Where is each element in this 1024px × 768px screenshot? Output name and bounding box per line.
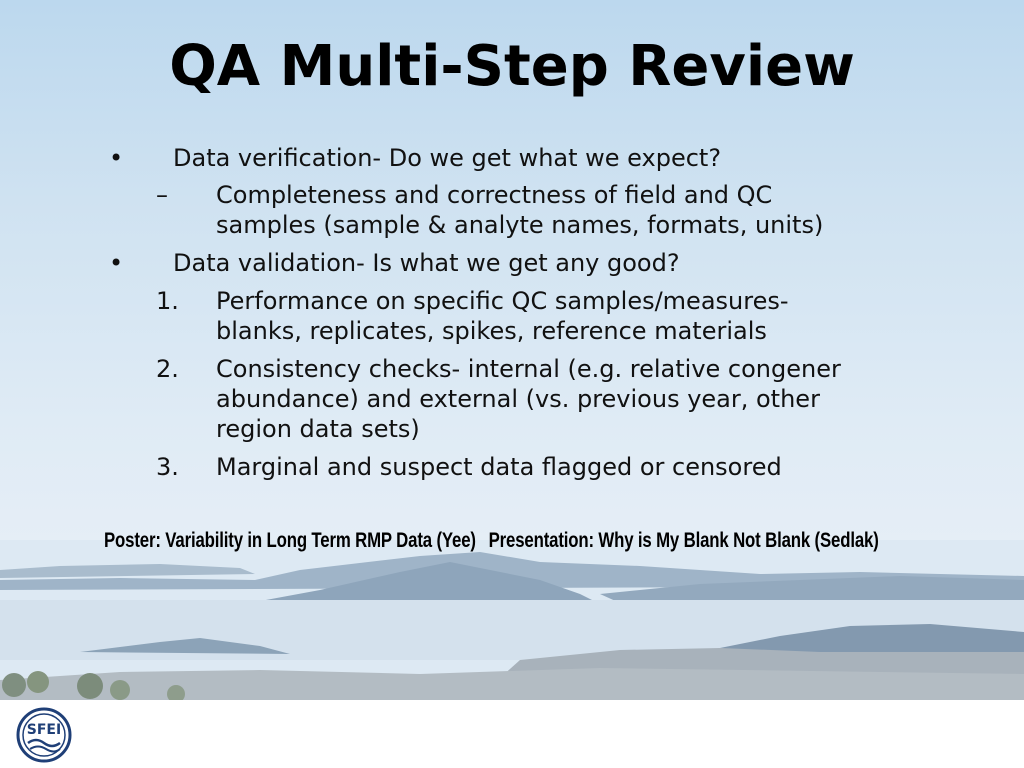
slide-title: QA Multi-Step Review [169,34,855,99]
bullet-verification: Data verification- Do we get what we expect? [173,144,722,172]
presentation-reference: Presentation: Why is My Blank Not Blank (Sedlak) [488,529,879,552]
step-number: 2. [156,355,179,383]
verification-detail-line-2: samples (sample & analyte names, formats, units) [216,211,824,239]
bullet-validation: Data validation- Is what we get any good? [173,249,680,277]
dash-marker: – [156,181,168,209]
bullet-marker: • [109,249,124,277]
bay-landscape-image [0,540,1024,705]
step-1-line-1: Performance on specific QC samples/measures- [216,287,789,315]
step-2-line-3: region data sets) [216,415,420,443]
step-number: 3. [156,453,179,481]
step-2-line-1: Consistency checks- internal (e.g. relative congener [216,355,841,383]
sfei-logo [16,707,72,763]
footer-bar [0,700,1024,768]
logo-text: SFEI [26,722,62,738]
step-1-line-2: blanks, replicates, spikes, reference materials [216,317,767,345]
verification-detail-line-1: Completeness and correctness of field and QC [216,181,773,209]
related-talks-note [104,527,879,555]
step-3-line-1: Marginal and suspect data flagged or censored [216,453,782,481]
step-number: 1. [156,287,179,315]
step-2-line-2: abundance) and external (vs. previous year, other [216,385,820,413]
poster-reference: Poster: Variability in Long Term RMP Data (Yee) [104,529,476,552]
bullet-marker: • [109,144,124,172]
